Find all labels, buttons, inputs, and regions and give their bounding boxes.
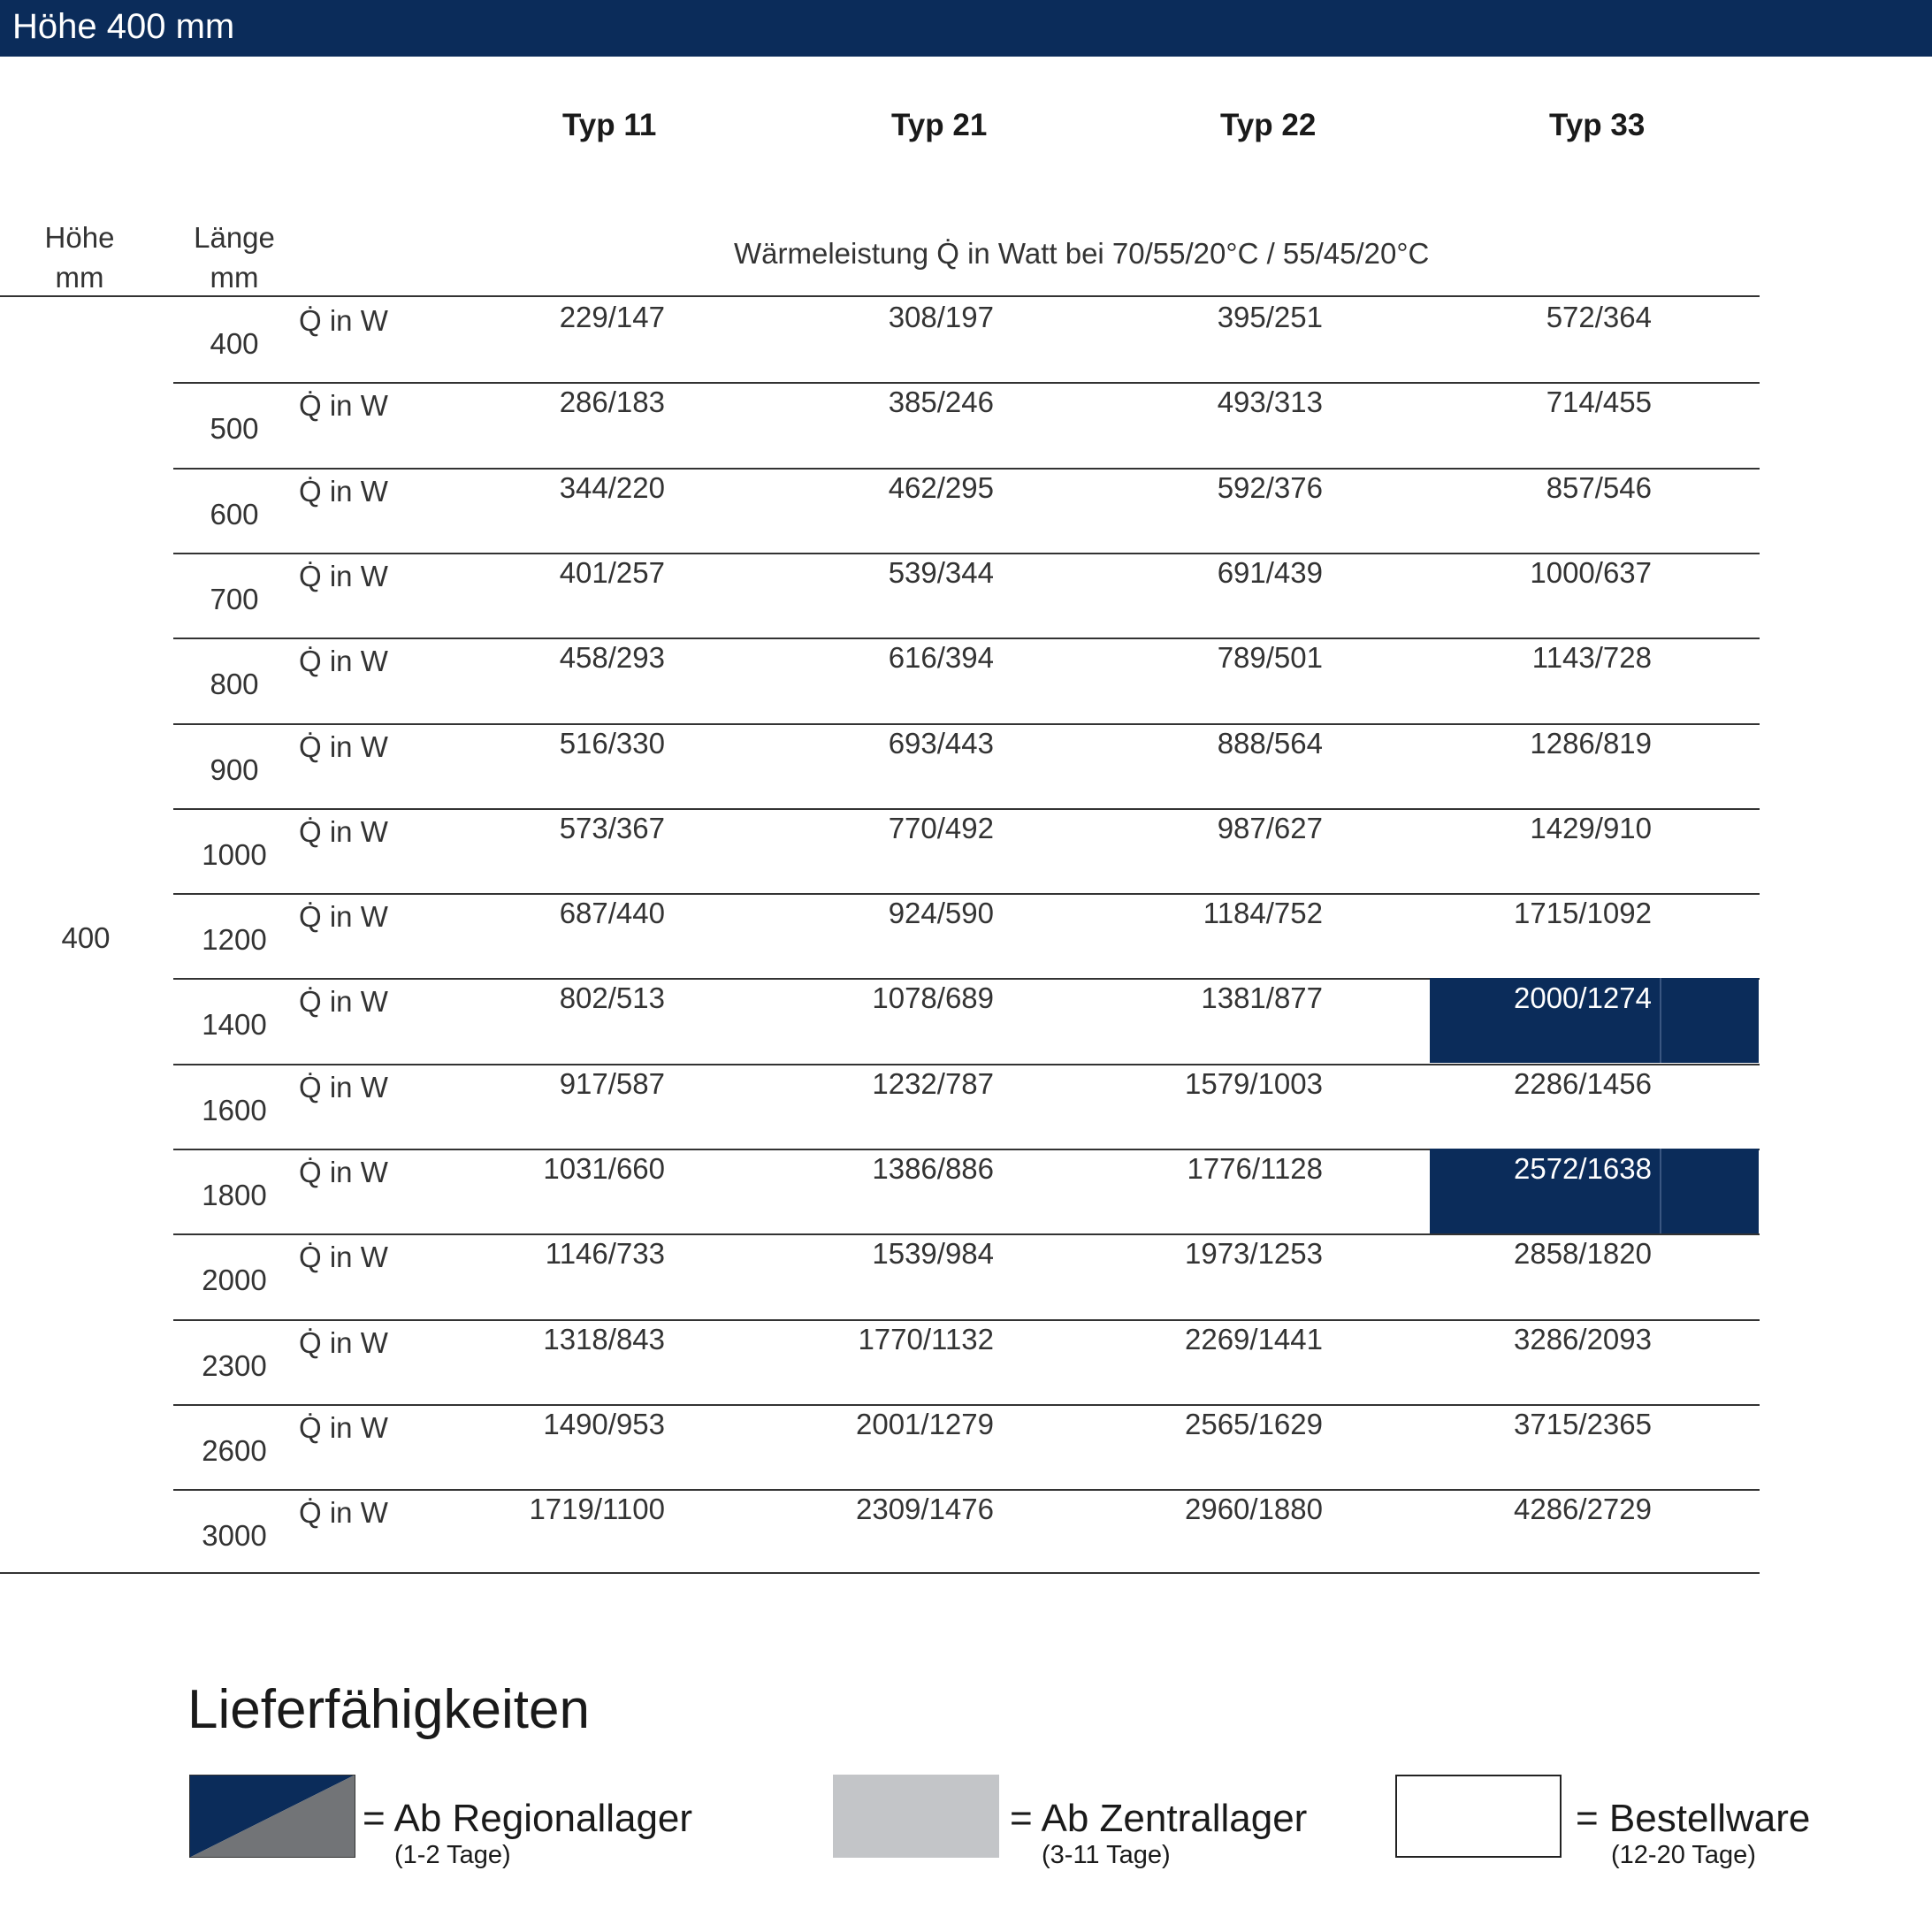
table-row [0,297,1932,382]
cell-value-typ-22: 2960/1880 [1185,1493,1323,1526]
cell-value-typ-22: 1776/1128 [1187,1152,1323,1185]
cell-value-typ-22: 691/439 [1217,555,1323,589]
laenge-header-label: Länge [194,221,275,254]
col-header-typ-22: Typ 22 [1220,108,1317,142]
cell-value-typ-21: 770/492 [888,811,994,844]
table-row [0,638,1932,722]
cell-value-typ-11: 286/183 [559,386,665,419]
legend-sub-regionallager: (1-2 Tage) [394,1841,511,1869]
cell-value-typ-11: 458/293 [559,641,665,675]
cell-value-typ-33: 3715/2365 [1514,1407,1652,1440]
cell-value-typ-33: 1000/637 [1530,555,1652,589]
cell-value-typ-22: 1381/877 [1201,981,1323,1015]
cell-value-typ-33: 2858/1820 [1514,1237,1652,1271]
cell-value-typ-22: 395/251 [1217,301,1323,333]
row-length: 3000 [202,1519,267,1553]
row-length: 600 [210,497,259,531]
cell-value-typ-11: 229/147 [559,301,665,333]
row-length: 1800 [202,1179,267,1211]
cell-value-typ-33: 857/546 [1546,470,1652,504]
cell-value-typ-11: 1490/953 [543,1407,665,1440]
cell-value-typ-21: 308/197 [888,301,994,333]
row-unit-label: Q̇ in W [299,1156,388,1188]
cell-value-typ-33: 2286/1456 [1514,1066,1652,1100]
legend-title: Lieferfähigkeiten [187,1679,590,1740]
cell-value-typ-22: 987/627 [1217,811,1323,844]
row-length: 2300 [202,1348,267,1382]
cell-divider [1660,978,1661,1063]
cell-value-typ-22: 2269/1441 [1185,1322,1323,1355]
row-length: 1400 [202,1008,267,1042]
row-length: 500 [210,412,259,446]
legend-label-bestellware: = Bestellware [1576,1797,1811,1840]
table-row [0,1404,1932,1489]
table-subtitle: Wärmeleistung Q̇ in Watt bei 70/55/20°C / 55/45/20°C [734,237,1430,270]
row-length: 800 [210,668,259,701]
hoehe-header-unit: mm [55,261,104,294]
legend-label-zentrallager: = Ab Zentrallager [1010,1797,1308,1840]
table-row [0,1319,1932,1404]
row-unit-label: Q̇ in W [299,900,388,934]
cell-value-typ-11: 1318/843 [543,1322,665,1355]
row-unit-label: Q̇ in W [299,1241,388,1274]
table-bottom-rule [0,1572,1760,1574]
cell-value-typ-21: 1232/787 [872,1066,994,1100]
cell-value-typ-11: 1031/660 [543,1152,665,1185]
row-unit-label: Q̇ in W [299,389,388,423]
cell-value-typ-21: 539/344 [888,555,994,589]
cell-value-typ-22: 789/501 [1217,641,1323,675]
cell-value-typ-11: 802/513 [559,981,665,1015]
row-length: 2000 [202,1264,267,1297]
row-length: 1000 [202,837,267,871]
cell-value-typ-22: 1973/1253 [1185,1237,1323,1271]
table-row [0,723,1932,808]
cell-value-typ-11: 687/440 [559,897,665,930]
laenge-header-unit: mm [210,261,259,294]
row-unit-label: Q̇ in W [299,1070,388,1103]
cell-value-typ-33: 2572/1638 [1514,1152,1652,1185]
cell-value-typ-21: 924/590 [888,897,994,930]
table-row [0,1064,1932,1149]
row-length: 2600 [202,1433,267,1467]
swatch-regionallager [189,1775,355,1858]
row-unit-label: Q̇ in W [299,814,388,848]
row-unit-label: Q̇ in W [299,559,388,592]
table-row [0,1233,1932,1318]
hoehe-value: 400 [61,921,111,954]
row-unit-label: Q̇ in W [299,645,388,678]
col-header-typ-21: Typ 21 [891,108,988,142]
cell-value-typ-33: 3286/2093 [1514,1322,1652,1355]
cell-value-typ-21: 2001/1279 [856,1407,994,1440]
table-row [0,1489,1932,1574]
table-row [0,468,1932,553]
row-unit-label: Q̇ in W [299,1410,388,1444]
cell-value-typ-21: 1539/984 [872,1237,994,1271]
row-length: 400 [210,327,259,360]
cell-value-typ-22: 2565/1629 [1185,1407,1323,1440]
row-unit-label: Q̇ in W [299,474,388,508]
cell-value-typ-21: 693/443 [888,726,994,760]
legend-sub-bestellware: (12-20 Tage) [1611,1841,1756,1869]
page-title: Höhe 400 mm [12,7,235,46]
row-unit-label: Q̇ in W [299,729,388,763]
row-length: 1200 [202,923,267,957]
cell-value-typ-22: 888/564 [1217,726,1323,760]
cell-value-typ-11: 573/367 [559,811,665,844]
cell-value-typ-21: 385/246 [888,386,994,419]
swatch-zentrallager [833,1775,999,1858]
cell-value-typ-11: 917/587 [559,1066,665,1100]
cell-value-typ-21: 462/295 [888,470,994,504]
cell-value-typ-33: 572/364 [1546,301,1652,333]
legend-label-regionallager: = Ab Regionallager [363,1797,693,1840]
cell-value-typ-11: 401/257 [559,555,665,589]
cell-value-typ-22: 1579/1003 [1185,1066,1323,1100]
cell-value-typ-21: 616/394 [888,641,994,675]
cell-value-typ-21: 1078/689 [872,981,994,1015]
hoehe-header-label: Höhe [44,221,115,254]
cell-value-typ-22: 493/313 [1217,386,1323,419]
row-unit-label: Q̇ in W [299,304,388,337]
cell-value-typ-21: 1386/886 [872,1152,994,1185]
cell-value-typ-33: 4286/2729 [1514,1493,1652,1526]
cell-value-typ-33: 1143/728 [1531,641,1652,675]
row-unit-label: Q̇ in W [299,985,388,1019]
cell-value-typ-22: 592/376 [1217,470,1323,504]
row-length: 700 [210,582,259,615]
cell-value-typ-22: 1184/752 [1203,897,1323,930]
cell-value-typ-33: 1715/1092 [1514,897,1652,930]
cell-value-typ-11: 344/220 [559,470,665,504]
cell-value-typ-33: 2000/1274 [1514,981,1652,1015]
header-bar [0,0,1932,57]
row-length: 1600 [202,1093,267,1126]
table-row [0,1149,1932,1233]
cell-value-typ-11: 516/330 [559,726,665,760]
cell-value-typ-21: 2309/1476 [856,1493,994,1526]
cell-value-typ-11: 1719/1100 [529,1493,665,1526]
laenge-header [177,218,292,297]
table-row [0,382,1932,467]
cell-value-typ-33: 714/455 [1546,386,1652,419]
table-row [0,808,1932,893]
legend-sub-zentrallager: (3-11 Tage) [1042,1841,1171,1869]
col-header-typ-33: Typ 33 [1549,108,1646,142]
cell-divider [1660,1149,1661,1233]
row-unit-label: Q̇ in W [299,1325,388,1359]
table-row [0,893,1932,978]
cell-value-typ-33: 1286/819 [1530,726,1652,760]
table-row [0,978,1932,1063]
table-row [0,553,1932,638]
col-header-typ-11: Typ 11 [562,108,657,142]
swatch-bestellware [1395,1775,1562,1858]
hoehe-header [27,218,133,297]
cell-value-typ-11: 1146/733 [545,1237,665,1271]
cell-value-typ-21: 1770/1132 [858,1322,994,1355]
row-unit-label: Q̇ in W [299,1496,388,1530]
cell-value-typ-33: 1429/910 [1530,811,1652,844]
row-length: 900 [210,752,259,786]
